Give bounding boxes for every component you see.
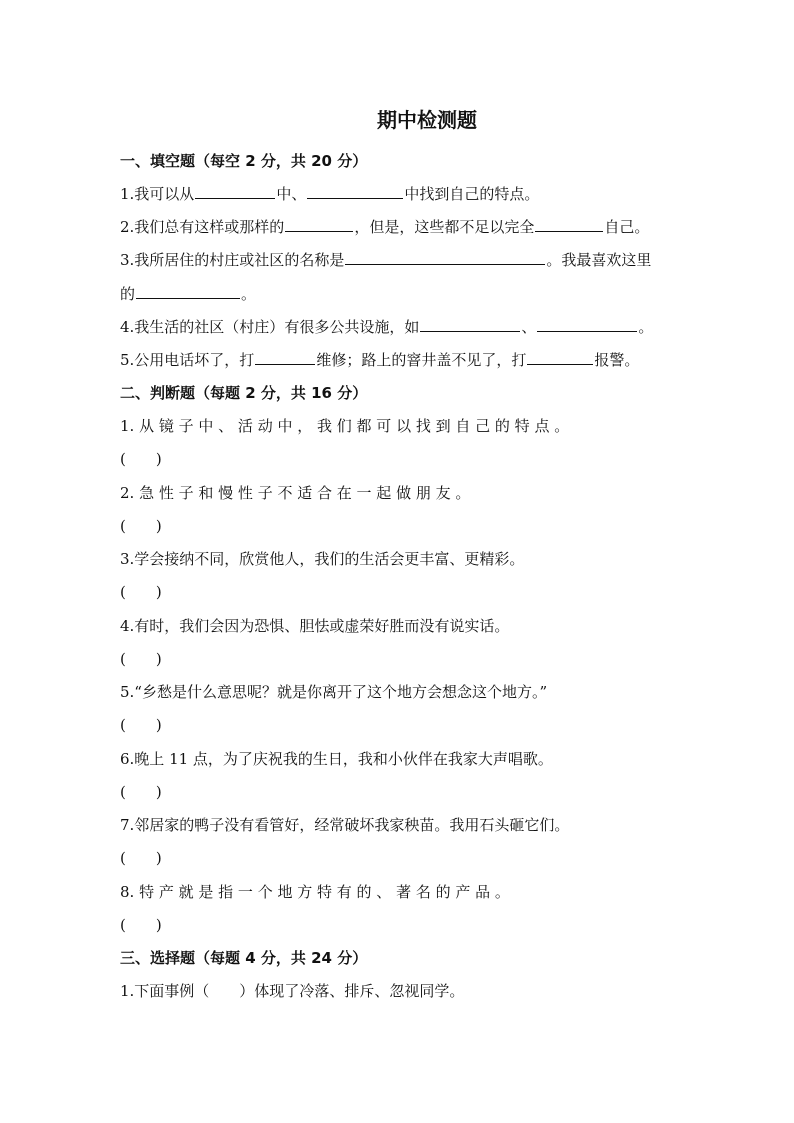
judge-question-5: 5.“乡愁是什么意思呢？就是你离开了这个地方会想念这个地方。” [120,683,548,701]
judge-answer-5[interactable]: ( ) [120,716,162,734]
judge-answer-7[interactable]: ( ) [120,849,162,867]
judge-answer-2[interactable]: ( ) [120,517,162,535]
q1-blank-2[interactable] [307,183,403,199]
judge-question-7: 7.邻居家的鸭子没有看管好，经常破坏我家秧苗。我用石头砸它们。 [120,816,570,834]
section2-heading: 二、判断题（每题 2 分，共 16 分） [120,384,368,402]
judge-answer-8[interactable]: ( ) [120,916,162,934]
judge-question-6: 6.晚上 11 点，为了庆祝我的生日，我和小伙伴在我家大声唱歌。 [120,750,553,768]
q2-text-a: 2.我们总有这样或那样的 [120,218,285,236]
q5-text-c: 报警。 [594,351,640,369]
q2-blank-2[interactable] [535,216,603,232]
q5-blank-1[interactable] [255,349,315,365]
judge-question-4: 4.有时，我们会因为恐惧、胆怯或虚荣好胜而没有说实话。 [120,617,510,635]
q5-text-a: 5.公用电话坏了，打 [120,351,255,369]
q3-text-d: 。 [241,285,257,303]
q4-blank-1[interactable] [420,316,520,332]
judge-answer-3[interactable]: ( ) [120,583,162,601]
fill-question-5 [120,349,675,371]
q3-text-c: 的 [120,285,136,303]
fill-question-3-cont [120,283,675,305]
q2-blank-1[interactable] [285,216,353,232]
choice-question-1: 1.下面事例（ ）体现了冷落、排斥、忽视同学。 [120,982,465,1000]
q4-text-a: 4.我生活的社区（村庄）有很多公共设施，如 [120,318,420,336]
q3-text-b: 。我最喜欢这里 [546,251,652,269]
q1-text-b: 中、 [276,185,307,203]
section1-heading: 一、填空题（每空 2 分，共 20 分） [120,152,368,170]
page-title: 期中检测题 [377,108,477,132]
fill-question-2 [120,216,675,238]
judge-question-1: 1. 从 镜 子 中 、 活 动 中 ， 我 们 都 可 以 找 到 自 己 的 特 点 。 [120,417,570,435]
fill-question-4 [120,316,675,338]
q3-blank-2[interactable] [136,283,240,299]
fill-question-3 [120,249,675,271]
fill-question-1 [120,183,675,205]
judge-question-2: 2. 急 性 子 和 慢 性 子 不 适 合 在 一 起 做 朋 友 。 [120,484,471,502]
q4-text-b: 、 [521,318,537,336]
judge-question-3: 3.学会接纳不同，欣赏他人，我们的生活会更丰富、更精彩。 [120,550,525,568]
judge-question-8: 8. 特 产 就 是 指 一 个 地 方 特 有 的 、 著 名 的 产 品 。 [120,883,510,901]
q2-text-b: ，但是，这些都不足以完全 [354,218,535,236]
judge-answer-1[interactable]: ( ) [120,450,162,468]
judge-answer-6[interactable]: ( ) [120,783,162,801]
q1-text-a: 1.我可以从 [120,185,195,203]
q4-blank-2[interactable] [537,316,637,332]
q3-blank-1[interactable] [345,249,545,265]
q2-text-c: 自己。 [604,218,650,236]
q1-text-c: 中找到自己的特点。 [404,185,540,203]
q4-text-c: 。 [638,318,654,336]
q5-text-b: 维修；路上的窨井盖不见了，打 [316,351,527,369]
section3-heading: 三、选择题（每题 4 分，共 24 分） [120,949,368,967]
q5-blank-2[interactable] [527,349,593,365]
q3-text-a: 3.我所居住的村庄或社区的名称是 [120,251,345,269]
q1-blank-1[interactable] [195,183,275,199]
judge-answer-4[interactable]: ( ) [120,650,162,668]
